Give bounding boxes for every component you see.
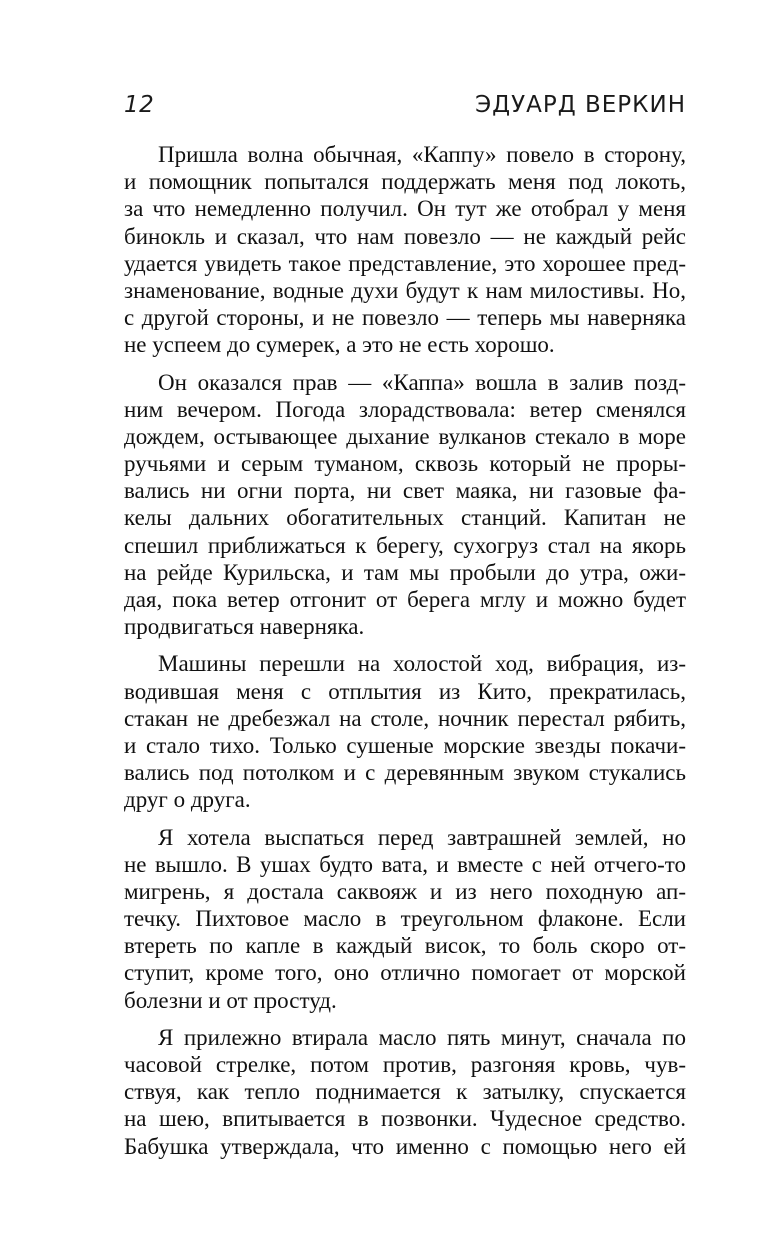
- text-line: с другой стороны, и не повезло — теперь мы наверняка: [124, 305, 686, 331]
- text-line: ступит, кроме того, оно отлично помогает от морской: [124, 960, 686, 986]
- text-line: келы дальних обогатительных станций. Капитан не: [124, 505, 686, 531]
- paragraph: [124, 824, 686, 1014]
- text-line: на шею, впитывается в позвонки. Чудесное средство.: [124, 1106, 686, 1132]
- text-line: водившая меня с отплытия из Кито, прекратилась,: [124, 678, 686, 704]
- text-line: вались ни огни порта, ни свет маяка, ни газовые фа-: [124, 478, 686, 504]
- text-line: бинокль и сказал, что нам повезло — не каждый рейс: [124, 223, 686, 249]
- text-line: удается увидеть такое представление, это хорошее пред-: [124, 250, 686, 276]
- paragraph: [124, 141, 686, 359]
- text-line: втереть по капле в каждый висок, то боль скоро от-: [124, 933, 686, 959]
- text-line: не вышло. В ушах будто вата, и вместе с ней отчего-то: [124, 851, 686, 877]
- text-line: болезни и от простуд.: [124, 987, 337, 1013]
- running-head: [124, 92, 686, 124]
- text-line: Пришла волна обычная, «Каппу» повело в сторону,: [158, 142, 686, 167]
- body-text: [124, 141, 686, 1170]
- text-line: вались под потолком и с деревянным звуком стукались: [124, 760, 686, 786]
- paragraph: [124, 650, 686, 813]
- text-line: течку. Пихтовое масло в треугольном флаконе. Если: [124, 906, 686, 932]
- text-line: дождем, остывающее дыхание вулканов стекало в море: [124, 423, 686, 449]
- text-line: мигрень, я достала саквояж и из него походную ап-: [124, 878, 686, 904]
- text-line: ним вечером. Погода злорадствовала: ветер сменялся: [124, 396, 686, 422]
- text-line: ствуя, как тепло поднимается к затылку, спускается: [124, 1079, 686, 1105]
- text-line: дая, пока ветер отгонит от берега мглу и можно будет: [124, 587, 686, 612]
- text-line: стакан не дребезжал на столе, ночник перестал рябить,: [124, 705, 686, 731]
- text-line: Машины перешли на холостой ход, вибрация, из-: [158, 651, 686, 677]
- paragraph: [124, 1024, 686, 1160]
- text-line: не успеем до сумерек, а это не есть хорошо.: [124, 332, 555, 358]
- text-line: Он оказался прав — «Каппа» вошла в залив позд-: [158, 369, 686, 395]
- text-line: друг о друга.: [124, 787, 251, 813]
- page-number: 12: [124, 92, 155, 118]
- text-line: ручьями и серым туманом, сквозь который не проры-: [124, 451, 686, 477]
- text-line: часовой стрелке, потом против, разгоняя кровь, чув-: [124, 1052, 686, 1077]
- text-line: продвигаться наверняка.: [124, 614, 365, 640]
- text-line: Я хотела выспаться перед завтрашней землей, но: [158, 824, 686, 850]
- text-line: Бабушка утверждала, что именно с помощью него ей: [124, 1133, 686, 1159]
- text-line: и помощник попытался поддержать меня под локоть,: [124, 169, 686, 195]
- paragraph: [124, 369, 686, 641]
- text-line: знаменование, водные духи будут к нам милостивы. Но,: [124, 277, 686, 303]
- text-line: спешил приближаться к берегу, сухогруз стал на якорь: [124, 532, 686, 558]
- text-line: за что немедленно получил. Он тут же отобрал у меня: [124, 196, 686, 222]
- text-line: Я прилежно втирала масло пять минут, сначала по: [158, 1024, 686, 1050]
- book-author: ЭДУАРД ВЕРКИН: [475, 92, 686, 118]
- text-line: на рейде Курильска, и там мы пробыли до утра, ожи-: [124, 559, 686, 585]
- text-line: и стало тихо. Только сушеные морские звезды покачи-: [124, 732, 686, 758]
